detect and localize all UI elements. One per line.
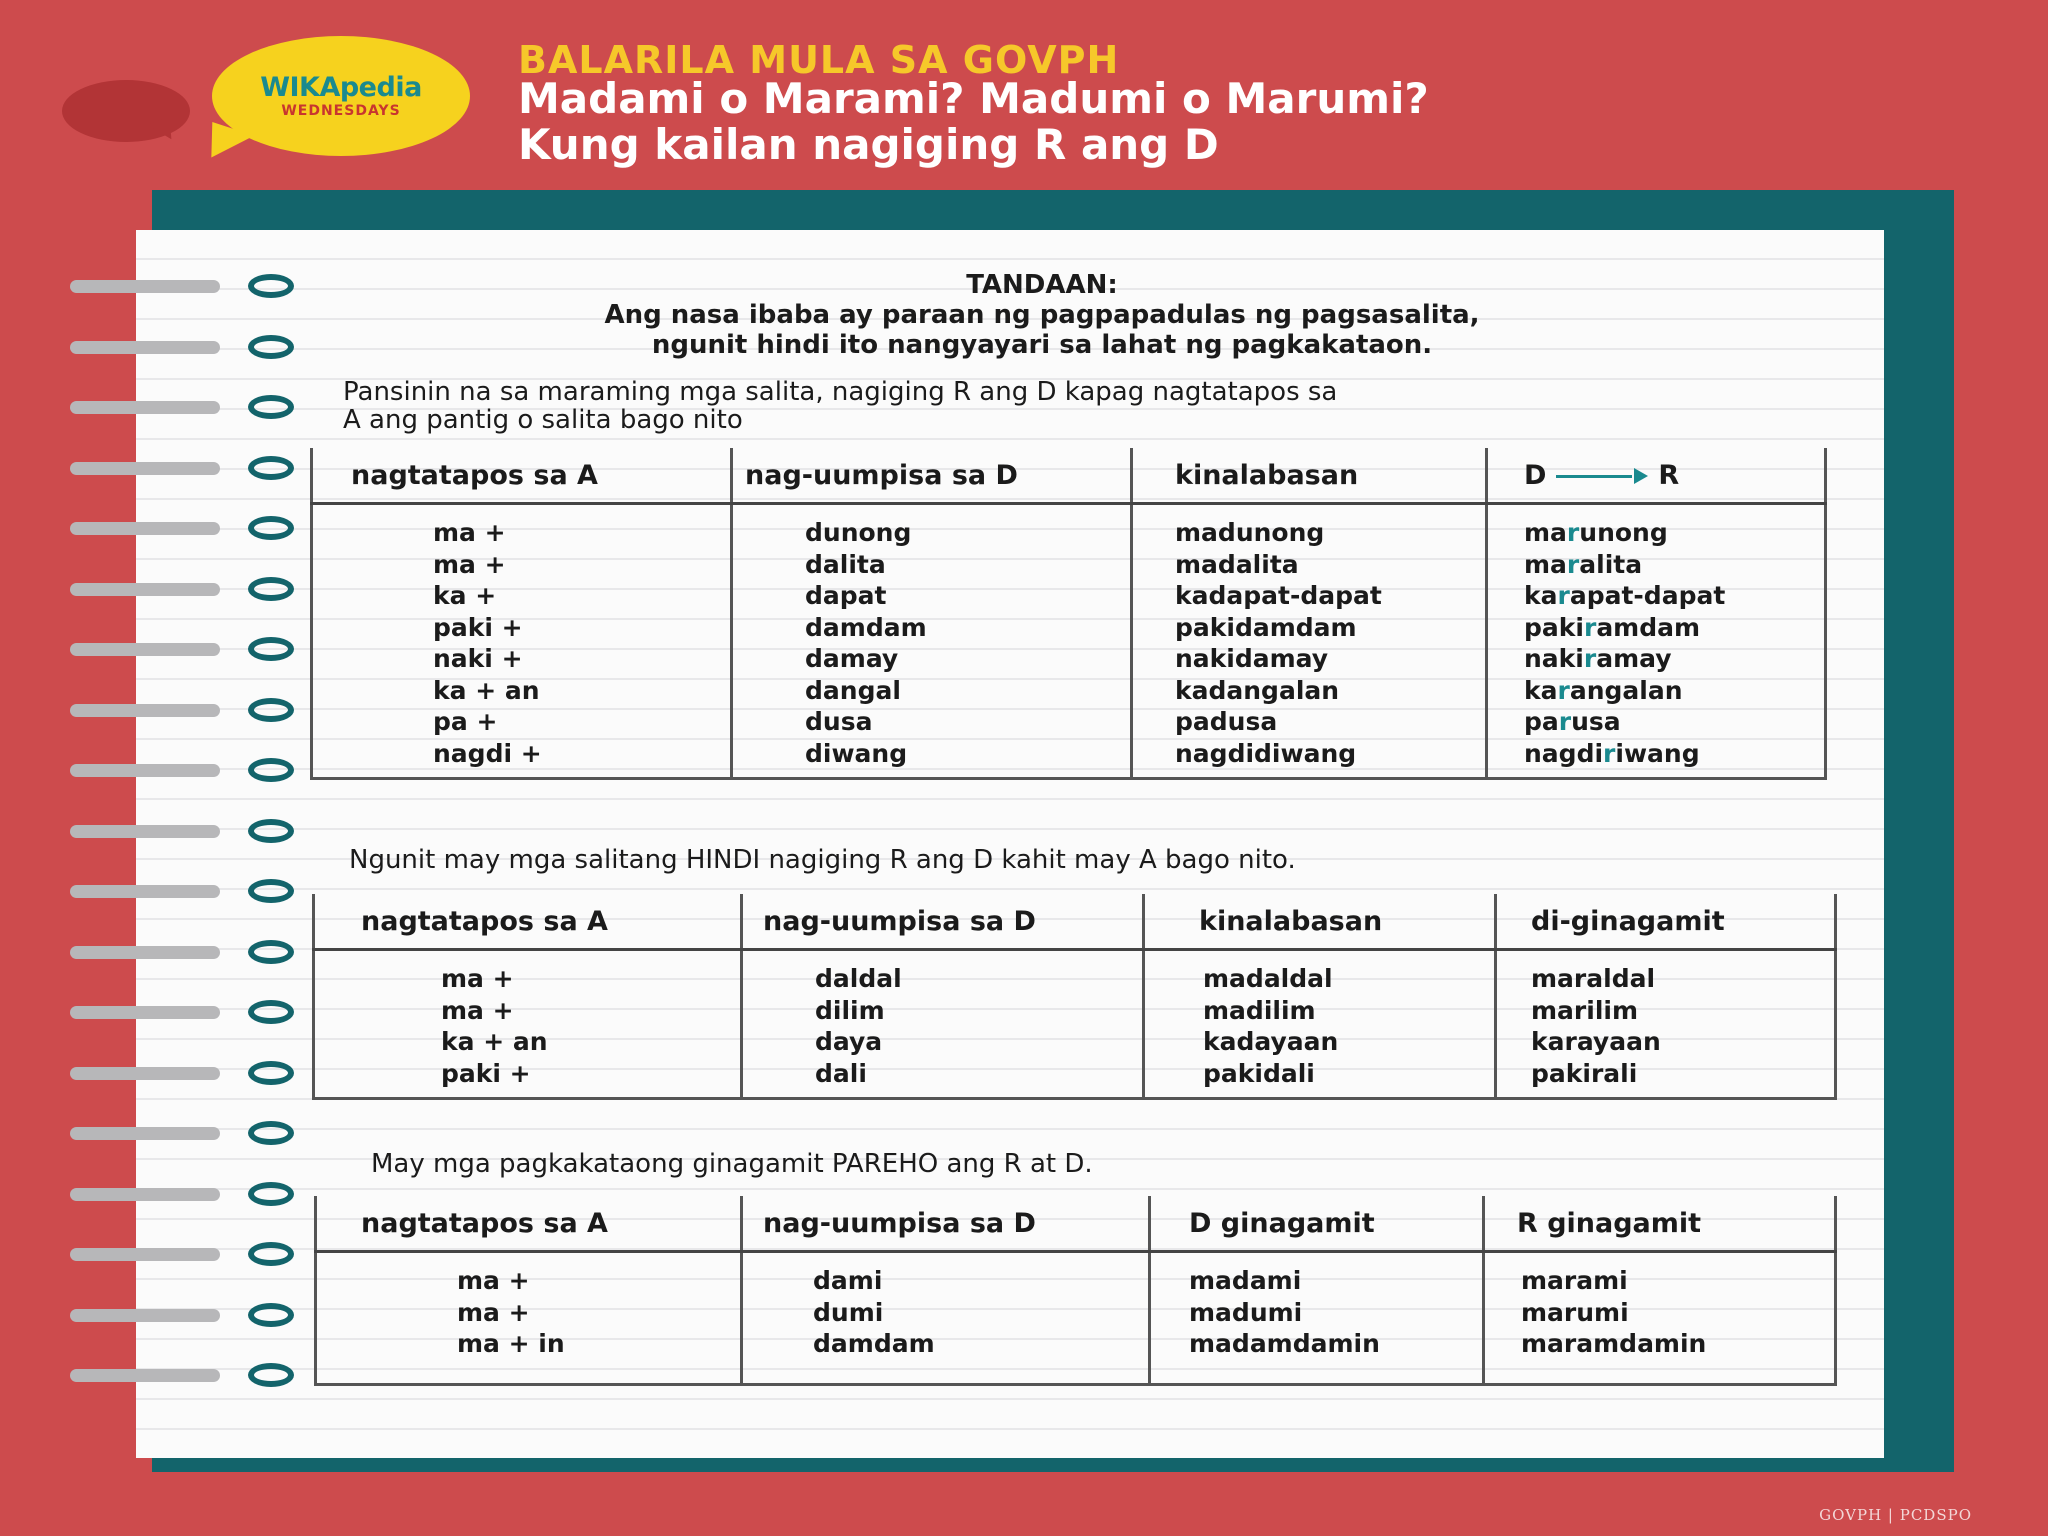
table-cell: paki + [441,1058,531,1088]
word-part: amay [1596,644,1672,673]
header-d-to-r [1487,448,1826,504]
column-starts-with-d [732,504,1132,779]
table-cell: ma + [441,964,514,993]
highlighted-r: r [1583,644,1597,673]
column-ends-with-a [314,950,742,1099]
spiral-ring-bar [70,1127,220,1140]
spiral-ring-loop [248,637,294,661]
table-cell: paki + [433,612,523,642]
spiral-ring-loop [248,940,294,964]
highlighted-r: r [1583,612,1597,642]
word-part: ma [1524,549,1567,579]
table-cell: dapat [805,581,887,610]
table-cell: naki + [433,644,523,673]
table-cell: pakirali [1531,1058,1638,1088]
table-both-used [314,1196,1837,1386]
table-cell: diwang [805,738,908,768]
spiral-ring-bar [70,522,220,535]
section1-intro-line-1: Pansinin na sa maraming mga salita, nagiging R ang D kapag nagtatapos sa [343,377,1338,407]
header-d-used: D ginagamit [1150,1196,1484,1252]
table-cell: daya [815,1027,883,1056]
table-cell: madamdamin [1189,1329,1380,1358]
word-part: unong [1579,518,1668,547]
spiral-ring-bar [70,946,220,959]
column-r-used [1484,1252,1836,1385]
table-cell: dami [813,1266,883,1295]
arrow-right-icon [1556,475,1632,478]
table-cell: ka + [433,581,497,610]
highlighted-r: r [1566,549,1580,579]
spiral-ring-bar [70,704,220,717]
spiral-ring-bar [70,462,220,475]
table-cell: dalita [805,549,886,579]
header-r-label: R [1658,459,1680,491]
table-cell: marami [1521,1266,1628,1295]
notice-line-2: ngunit hindi ito nangyayari sa lahat ng pagkakataon. [651,330,1433,360]
highlighted-r: r [1566,518,1580,547]
column-starts-with-d [742,950,1144,1099]
table-cell [1524,580,1824,612]
spiral-ring-loop [248,577,294,601]
word-part: naki [1524,644,1584,673]
spiral-ring-loop [248,819,294,843]
table-body-row [312,504,1826,779]
spiral-ring-loop [248,1242,294,1266]
spiral-ring-loop [248,395,294,419]
word-part: amdam [1596,612,1701,642]
column-not-used [1496,950,1836,1099]
table-cell: ma + [457,1266,530,1295]
header-ends-with-a: nagtatapos sa A [314,894,742,950]
section1-intro [343,378,1337,434]
header-starts-with-d: nag-uumpisa sa D [732,448,1132,504]
spiral-ring-loop [248,1303,294,1327]
spiral-ring-loop [248,1121,294,1145]
table-cell: dumi [813,1297,884,1327]
header-kicker: BALARILA MULA SA GOVPH [518,38,1120,82]
highlighted-r: r [1557,675,1570,705]
spiral-ring-loop [248,456,294,480]
table-cell: ka + an [433,675,540,705]
table-cell: pakidamdam [1175,612,1357,642]
table-cell: ma + in [457,1329,565,1358]
spiral-ring-bar [70,1067,220,1080]
table-cell: dunong [805,518,912,547]
table-cell: maramdamin [1521,1329,1707,1358]
table-body-row [316,1252,1836,1385]
table-cell: pa + [433,707,498,736]
table-cell: dangal [805,675,901,705]
header-result: kinalabasan [1144,894,1496,950]
table-d-to-r [310,448,1827,780]
spiral-ring-loop [248,516,294,540]
notice-title: TANDAAN: [966,270,1118,300]
header-d-label: D [1524,459,1547,491]
spiral-ring-loop [248,1000,294,1024]
spiral-ring-bar [70,1309,220,1322]
header-starts-with-d: nag-uumpisa sa D [742,894,1144,950]
table-cell: dali [815,1058,867,1088]
table-cell: ma + [457,1297,530,1327]
table-cell: madalita [1175,549,1299,579]
logo-title: WIKApedia [260,71,422,103]
highlighted-r: r [1603,738,1616,768]
spiral-ring-bar [70,1188,220,1201]
table-cell: nagdi + [433,738,542,768]
wikapedia-logo [212,36,470,156]
table-cell: nakidamay [1175,644,1329,673]
table-cell: damdam [813,1329,935,1358]
table-cell [1524,517,1824,549]
table-cell: marumi [1521,1297,1629,1327]
column-d-used [1150,1252,1484,1385]
table-cell: ka + an [441,1027,548,1056]
word-part: iwang [1615,738,1700,768]
table-cell: madilim [1203,995,1316,1025]
table-cell: kadayaan [1203,1027,1339,1056]
column-ends-with-a [316,1252,742,1385]
table-cell: marilim [1531,995,1639,1025]
table-cell: damdam [805,612,927,642]
table-not-changed [312,894,1837,1100]
table-header-row [314,894,1836,950]
title-line-2: Kung kailan nagiging R ang D [518,120,1219,169]
word-part: ma [1524,518,1567,547]
column-result [1144,950,1496,1099]
section2-intro: Ngunit may mga salitang HINDI nagiging R ang D kahit may A bago nito. [349,845,1296,875]
table-cell: kadapat-dapat [1175,581,1382,610]
spiral-ring-loop [248,758,294,782]
table-body-row [314,950,1836,1099]
word-part: apat-dapat [1569,581,1726,610]
header-r-used: R ginagamit [1484,1196,1836,1252]
column-ends-with-a [312,504,732,779]
spiral-ring-bar [70,643,220,656]
table-cell: karayaan [1531,1027,1661,1056]
table-cell: damay [805,644,899,673]
highlighted-r: r [1557,581,1570,610]
table-cell [1524,549,1824,581]
word-part: alita [1579,549,1643,579]
header-starts-with-d: nag-uumpisa sa D [742,1196,1150,1252]
table-cell: dusa [805,707,873,736]
arrow-head-icon [1634,468,1648,484]
word-part: ka [1524,581,1558,610]
table-header-row [316,1196,1836,1252]
table-cell [1524,738,1824,770]
word-part: paki [1524,612,1584,642]
word-part: usa [1571,707,1621,736]
notice-line-1: Ang nasa ibaba ay paraan ng pagpapadulas ng pagsasalita, [604,300,1480,330]
word-part: pa [1524,707,1559,736]
table-cell: nagdidiwang [1175,738,1357,768]
logo-subtitle: WEDNESDAYS [281,102,401,119]
table-cell: padusa [1175,707,1278,736]
notice-block [136,270,1948,360]
table-cell: kadangalan [1175,675,1340,705]
highlighted-r: r [1558,707,1572,736]
table-cell: pakidali [1203,1058,1315,1088]
header-not-used: di-ginagamit [1496,894,1836,950]
page-title [518,76,1429,168]
table-header-row [312,448,1826,504]
word-part: angalan [1569,675,1683,705]
header-ends-with-a: nagtatapos sa A [312,448,732,504]
table-cell [1524,675,1824,707]
spiral-ring-bar [70,583,220,596]
word-part: nagdi [1524,738,1604,768]
header-result: kinalabasan [1132,448,1487,504]
spiral-ring-loop [248,879,294,903]
spiral-ring-loop [248,698,294,722]
table-cell [1524,643,1824,675]
table-cell: madaldal [1203,964,1333,993]
section1-intro-line-2: A ang pantig o salita bago nito [343,405,743,435]
spiral-ring-loop [248,1363,294,1387]
spiral-ring-bar [70,1248,220,1261]
table-cell: maraldal [1531,964,1656,993]
table-cell: madumi [1189,1297,1303,1327]
table-cell: dilim [815,995,885,1025]
table-cell: madami [1189,1266,1302,1295]
spiral-ring-bar [70,885,220,898]
table-cell: ma + [441,995,514,1025]
table-cell: ma + [433,549,506,579]
header-ends-with-a: nagtatapos sa A [316,1196,742,1252]
table-cell [1524,706,1824,738]
spiral-ring-bar [70,1006,220,1019]
spiral-ring-loop [248,1182,294,1206]
column-d-to-r [1487,504,1826,779]
word-part: ka [1524,675,1558,705]
source-credit: GOVPH | PCDSPO [1819,1506,1972,1524]
spiral-ring-bar [70,401,220,414]
title-line-1: Madami o Marami? Madumi o Marumi? [518,74,1429,123]
column-starts-with-d [742,1252,1150,1385]
table-cell [1524,612,1824,644]
spiral-ring-bar [70,1369,220,1382]
spiral-ring-bar [70,764,220,777]
spiral-ring-bar [70,825,220,838]
table-cell: ma + [433,518,506,547]
spiral-ring-loop [248,1061,294,1085]
table-cell: daldal [815,964,902,993]
table-cell: madunong [1175,518,1325,547]
section3-intro: May mga pagkakataong ginagamit PAREHO ang R at D. [371,1149,1093,1179]
column-result [1132,504,1487,779]
